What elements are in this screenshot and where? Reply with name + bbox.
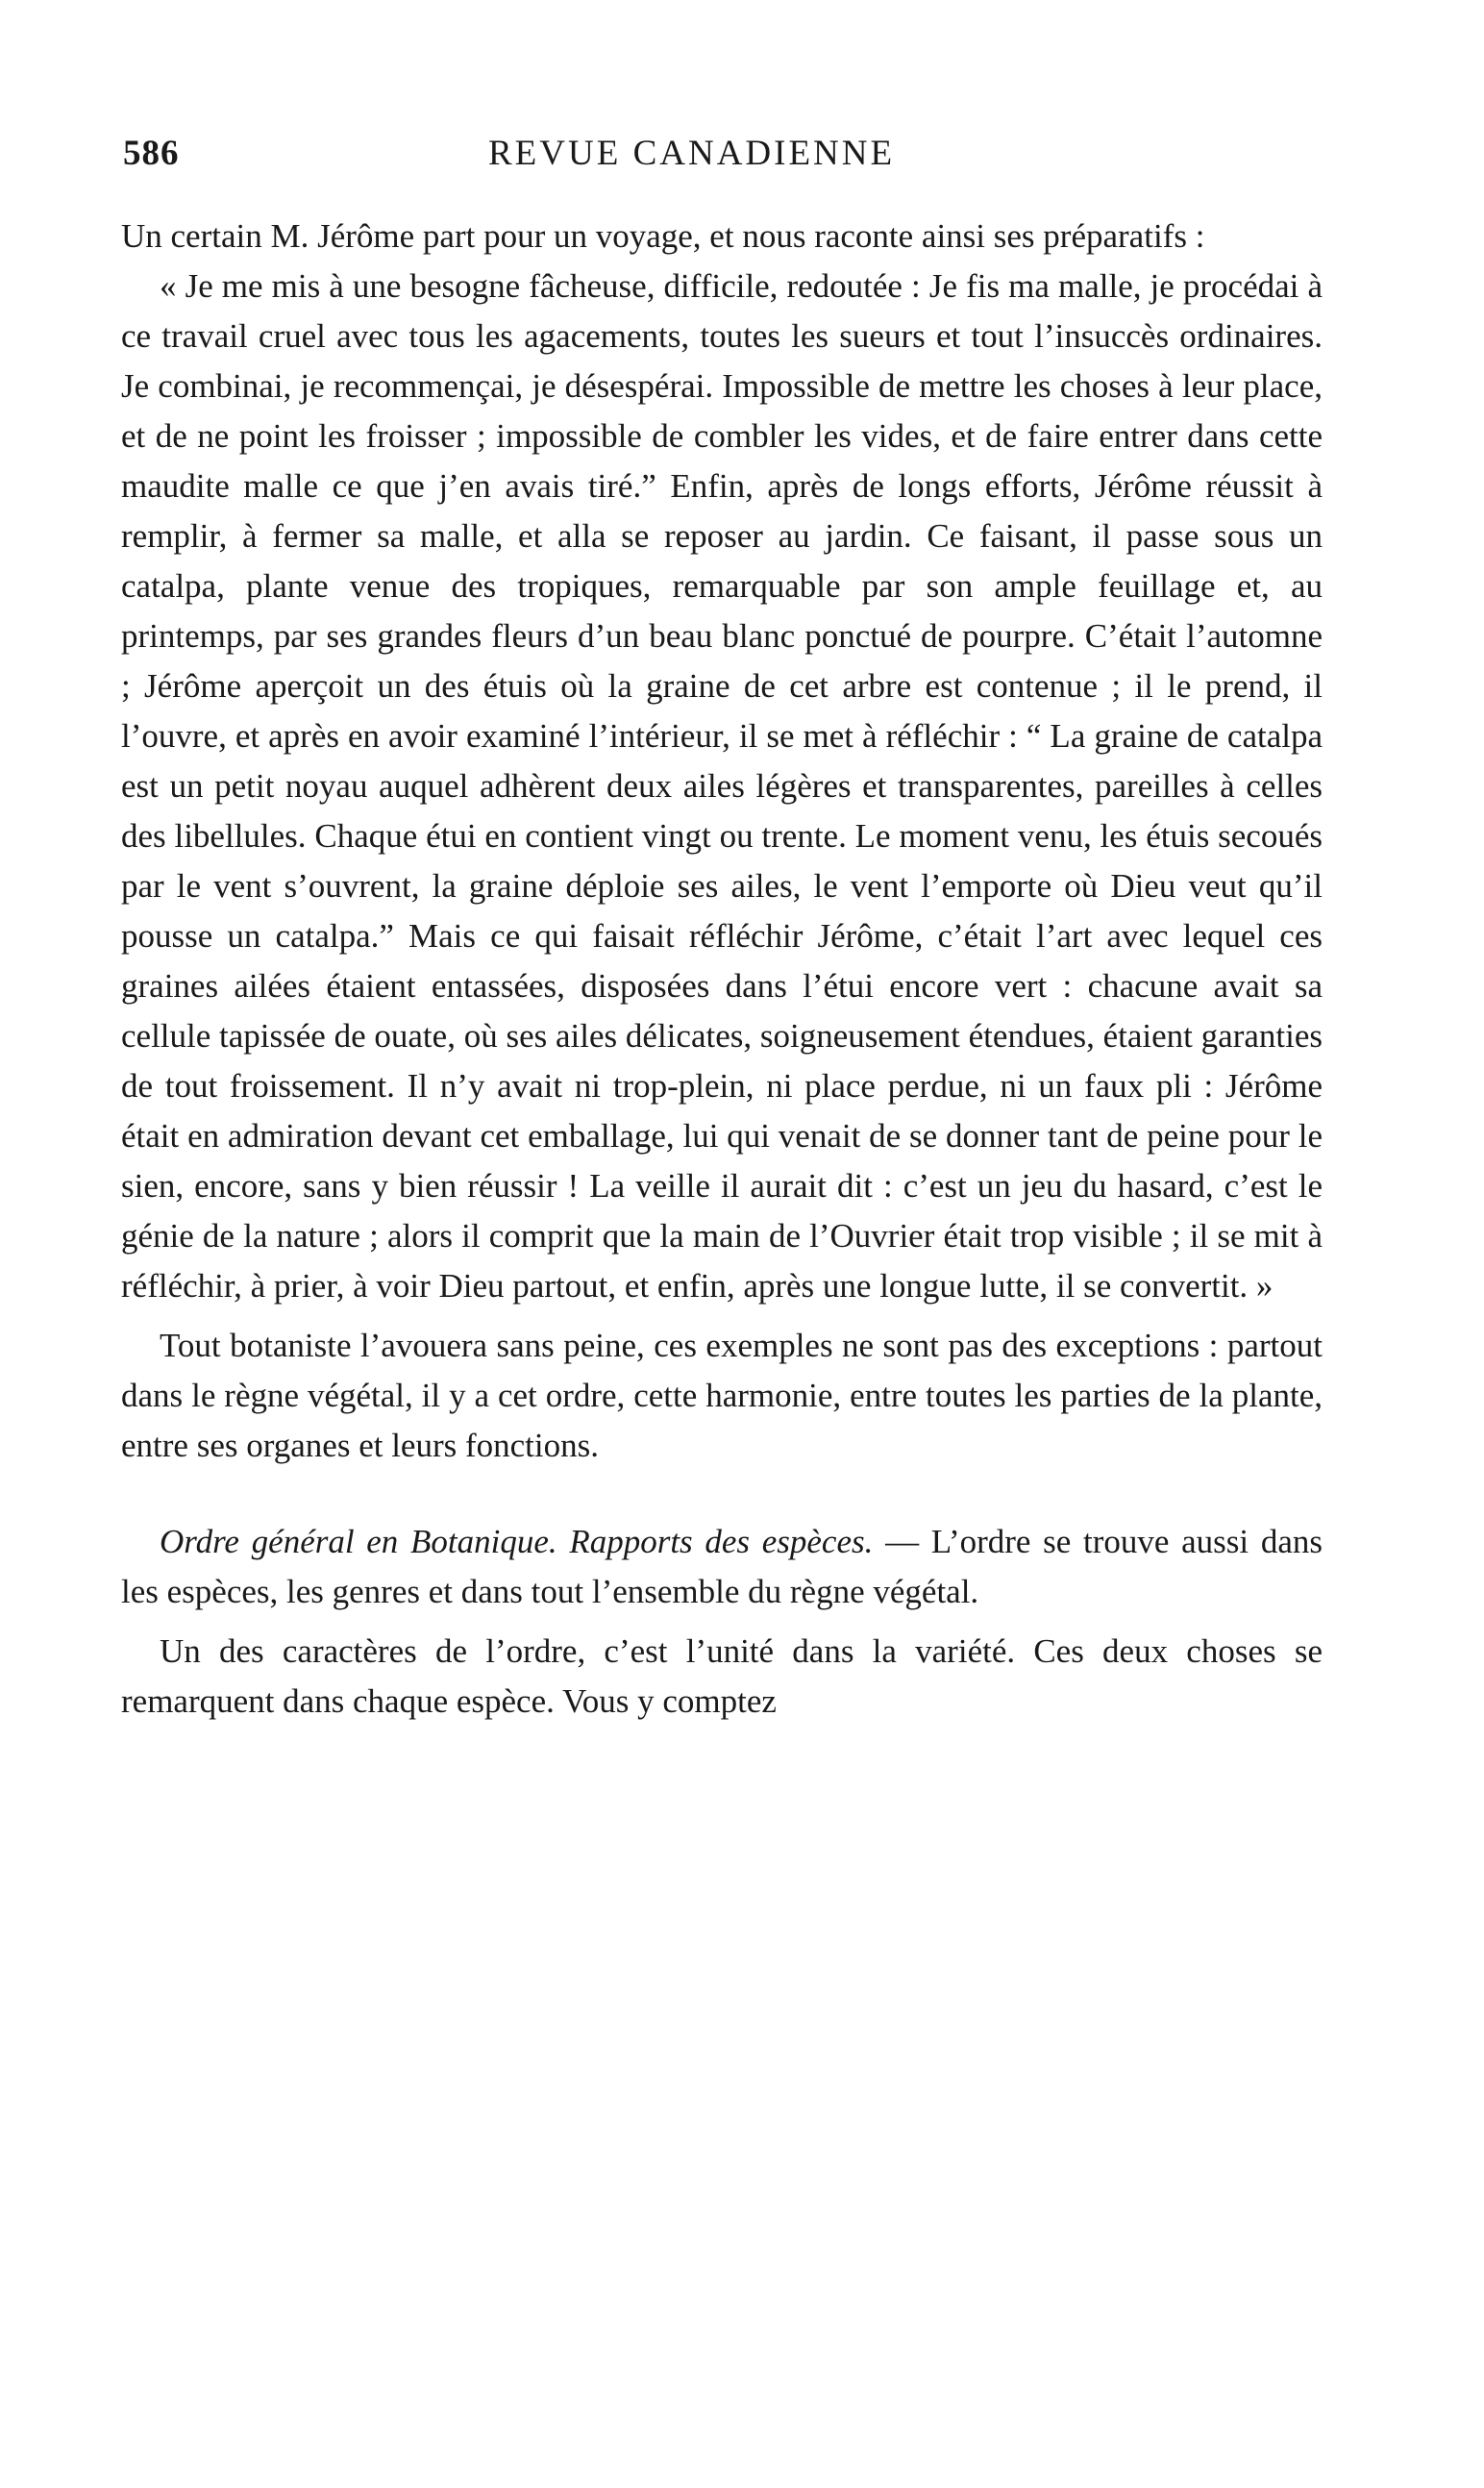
bottom-margin	[0, 2307, 1484, 2488]
section-heading: Ordre général en Botanique. Rapports des espèces.	[160, 1523, 874, 1560]
paragraph-quotation: « Je me mis à une besogne fâcheuse, difficile, redoutée : Je fis ma malle, je procédai à ce travail cruel avec tous les agacements, toutes les sueurs et tout l’insuccès ordinaires. Je combinai, je recommençai, je désespérai. Impossible de mettre les choses à leur place, et de ne point les froisser ; impossible de combler les vides, et de faire entrer dans cette maudite malle ce que j’en avais tiré.” Enfin, après de longs efforts, Jérôme réussit à remplir, à fermer sa malle, et alla se reposer au jardin. Ce faisant, il passe sous un catalpa, plante venue des tropiques, remarquable par son ample feuillage et, au printemps, par ses grandes fleurs d’un beau blanc ponctué de pourpre. C’était l’automne ; Jérôme aperçoit un des étuis où la graine de cet arbre est contenue ; il le prend, il l’ouvre, et après en avoir examiné l’intérieur, il se met à réfléchir : “ La graine de catalpa est un petit noyau auquel adhèrent deux ailes légères et transparentes, pareilles à celles des libellules. Chaque étui en contient vingt ou trente. Le moment venu, les étuis secoués par le vent s’ouvrent, la graine déploie ses ailes, le vent l’emporte où Dieu veut qu’il pousse un catalpa.” Mais ce qui faisait réfléchir Jérôme, c’était l’art avec lequel ces graines ailées étaient entassées, disposées dans l’étui encore vert : chacune avait sa cellule tapissée de ouate, où ses ailes délicates, soigneusement étendues, étaient garanties de tout froissement. Il n’y avait ni trop-plein, ni place perdue, ni un faux pli : Jérôme était en admiration devant cet emballage, lui qui venait de se donner tant de peine pour le sien, encore, sans y bien réussir ! La veille il aurait dit : c’est un jeu du hasard, c’est le génie de la nature ; alors il comprit que la main de l’Ouvrier était trop visible ; il se mit à réfléchir, à prier, à voir Dieu partout, et enfin, après une longue lutte, il se convertit. »	[121, 267, 1323, 1305]
page-number: 586	[123, 134, 180, 173]
body-text	[121, 211, 1323, 1727]
paragraph-unity: Un des caractères de l’ordre, c’est l’unité dans la variété. Ces deux choses se remarquent dans chaque espèce. Vous y comptez	[121, 1632, 1323, 1720]
paragraph-botanist: Tout botaniste l’avouera sans peine, ces exemples ne sont pas des exceptions : partout dans le règne végétal, il y a cet ordre, cette harmonie, entre toutes les parties de la plante, entre ses organes et leurs fonctions.	[121, 1327, 1323, 1464]
paragraph-section	[121, 1517, 1323, 1617]
journal-title: REVUE CANADIENNE	[488, 134, 896, 173]
running-head	[123, 133, 1326, 181]
paragraph-intro: Un certain M. Jérôme part pour un voyage, et nous raconte ainsi ses préparatifs :	[121, 217, 1205, 255]
section-text: — L’ordre se trouve aussi dans les espèces, les genres et dans tout l’ensemble du règne végétal.	[121, 1523, 1323, 1610]
